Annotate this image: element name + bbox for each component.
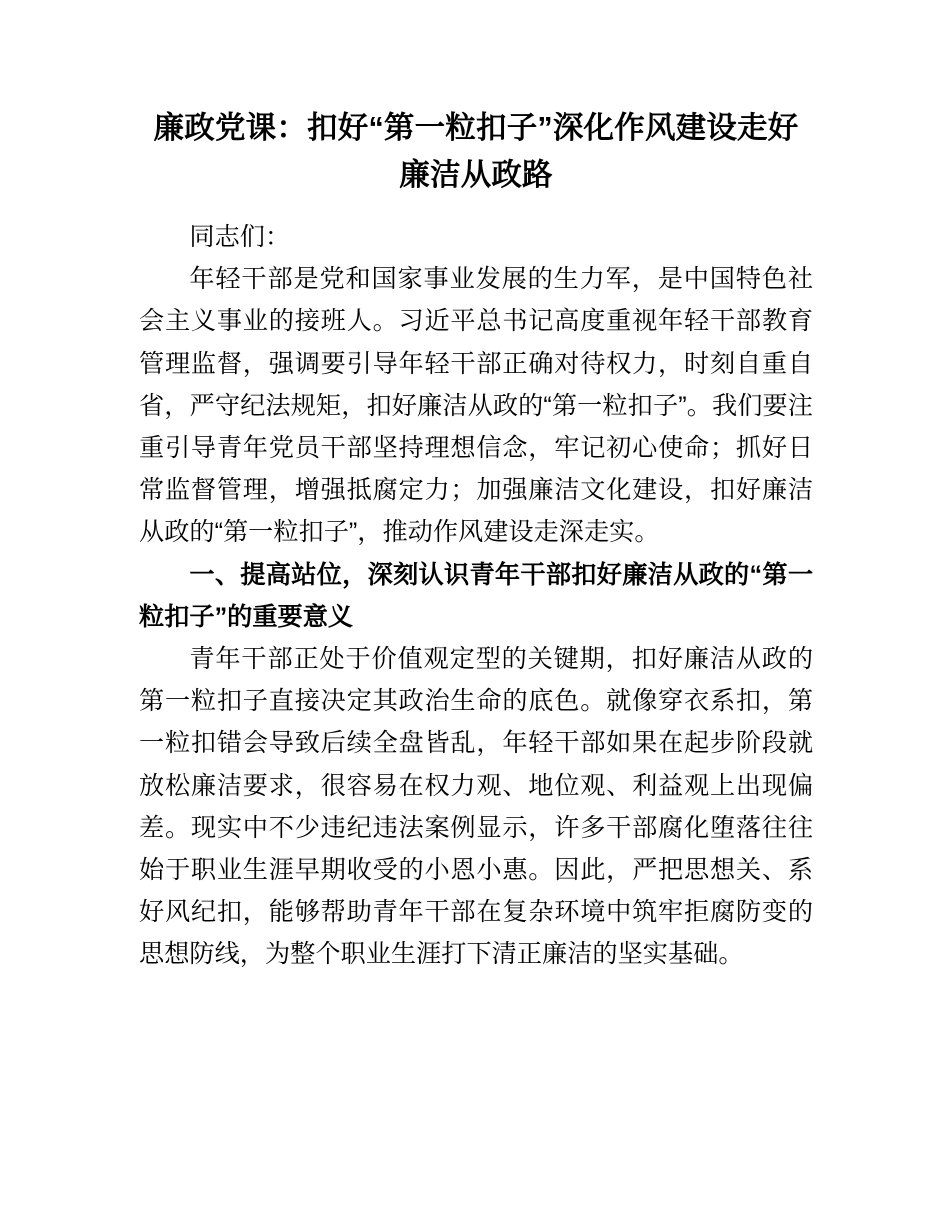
salutation-line: 同志们： — [189, 223, 291, 251]
document-content — [139, 0, 813, 976]
paragraph-opening: 年轻干部是党和国家事业发展的生力军，是中国特色社会主义事业的接班人。习近平总书记高度重视年轻干部教育管理监督，强调要引导年轻干部正确对待权力，时刻自重自省，严守纪法规矩，扣好廉洁从政的“第一粒扣子”。我们要注重引导青年党员干部坚持理想信念，牢记初心使命；抓好日常监督管理，增强抵腐定力；加强廉洁文化建设，扣好廉洁从政的“第一粒扣子”，推动作风建设走深走实。 — [139, 265, 813, 547]
section-heading-one: 一、提高站位，深刻认识青年干部扣好廉洁从政的“第一粒扣子”的重要意义 — [139, 560, 813, 631]
document-body — [139, 216, 813, 976]
page-title: 廉政党课：扣好“第一粒扣子”深化作风建设走好廉洁从政路 — [153, 111, 799, 192]
paragraph-section-one-body: 青年干部正处于价值观定型的关键期，扣好廉洁从政的第一粒扣子直接决定其政治生命的底色。就像穿衣系扣，第一粒扣错会导致后续全盘皆乱，年轻干部如果在起步阶段就放松廉洁要求，很容易在权力观、地位观、利益观上出现偏差。现实中不少违纪违法案例显示，许多干部腐化堕落往往始于职业生涯早期收受的小恩小惠。因此，严把思想关、系好风纪扣，能够帮助青年干部在复杂环境中筑牢拒腐防变的思想防线，为整个职业生涯打下清正廉洁的坚实基础。 — [139, 645, 813, 969]
